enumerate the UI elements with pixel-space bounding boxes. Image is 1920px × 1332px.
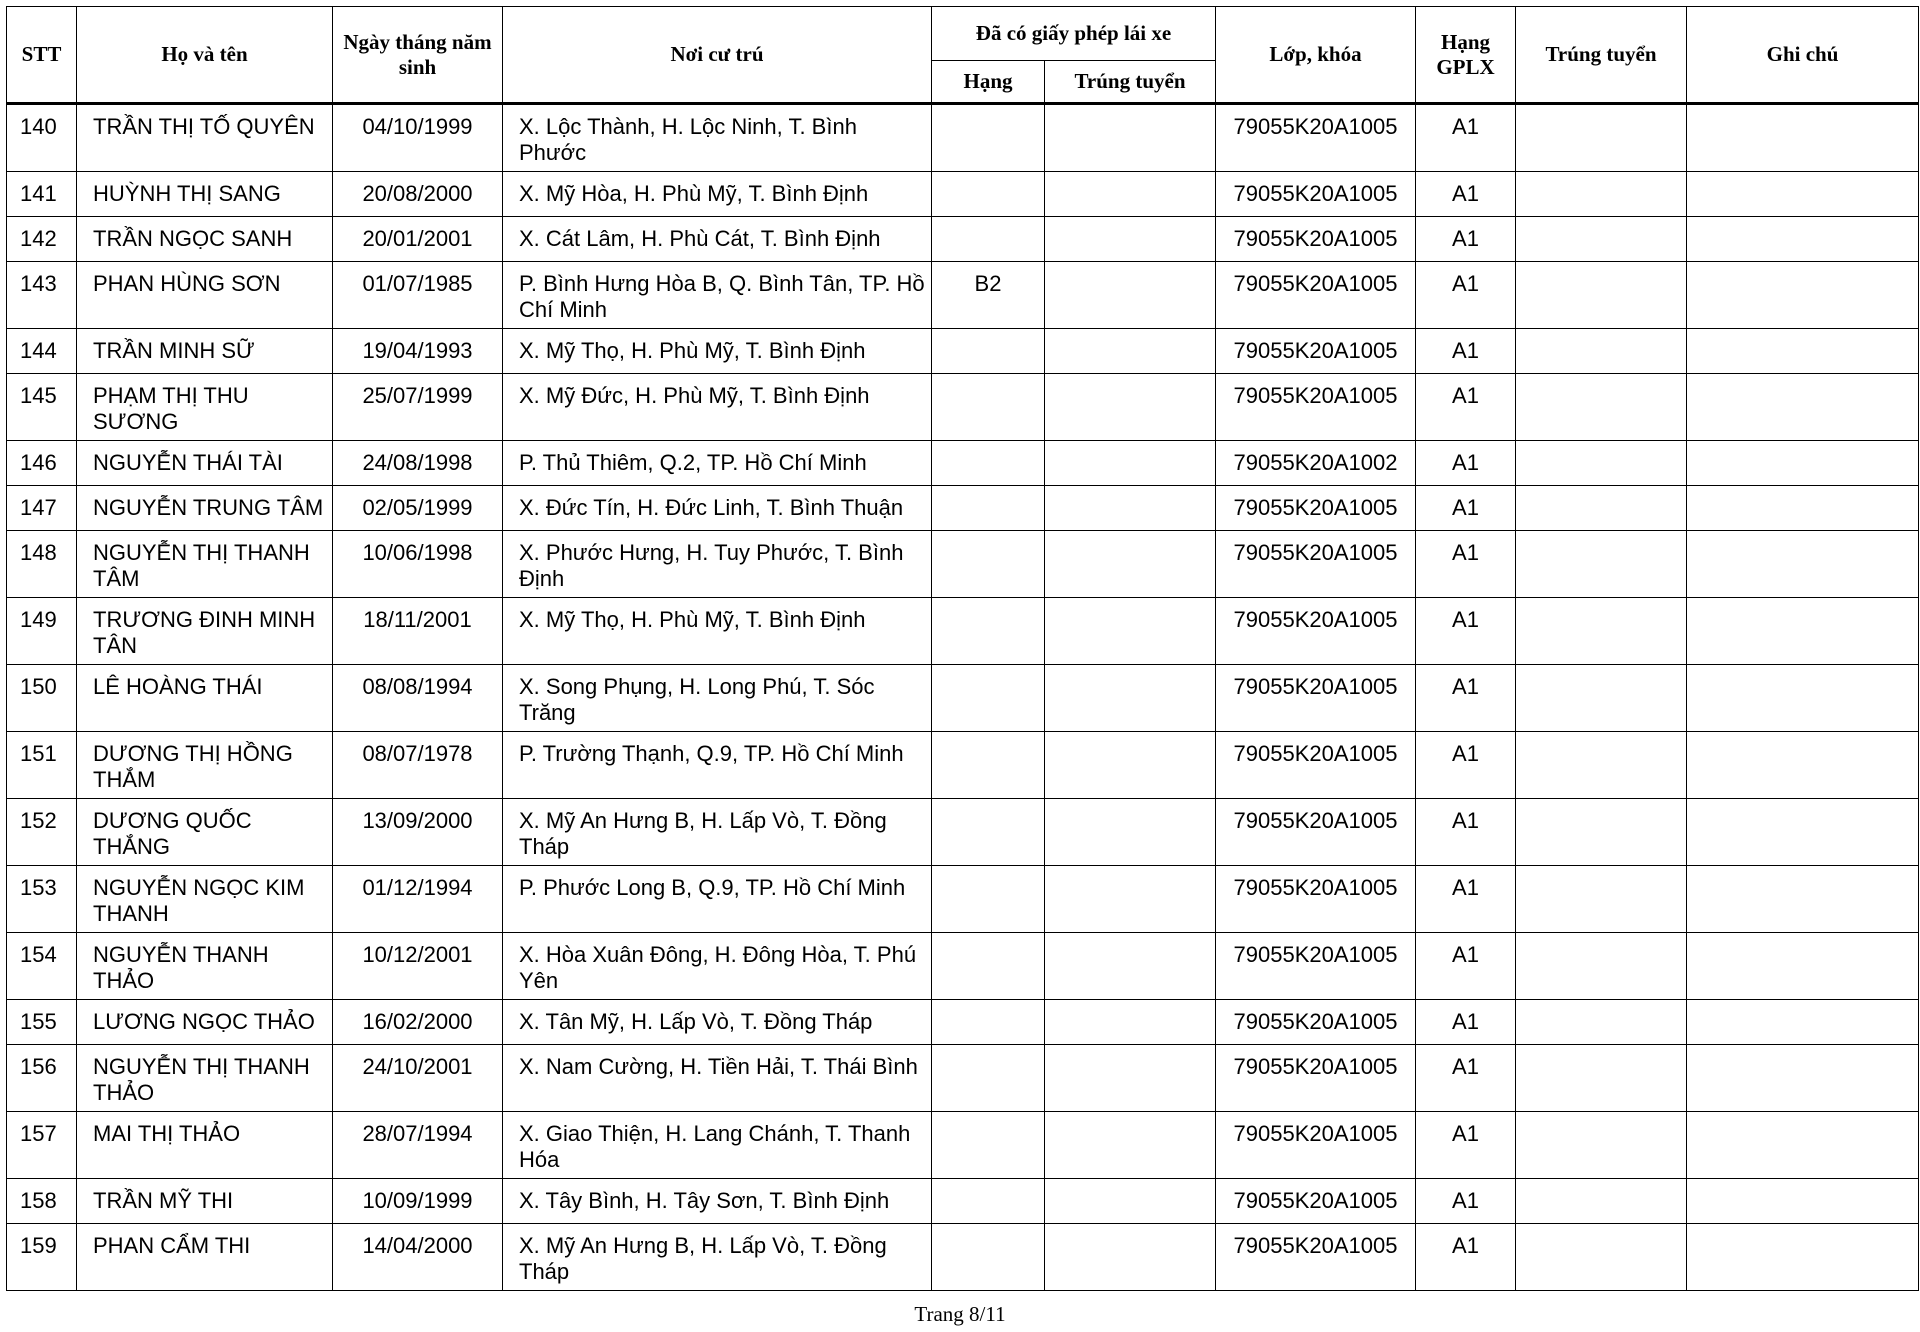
cell-name: DƯƠNG THỊ HỒNG THẮM	[77, 732, 333, 799]
header-license-group: Đã có giấy phép lái xe	[932, 7, 1216, 61]
cell-dob: 04/10/1999	[333, 104, 503, 172]
cell-gplx-class: A1	[1416, 732, 1516, 799]
cell-class-course: 79055K20A1005	[1216, 531, 1416, 598]
cell-license-passed	[1045, 172, 1216, 217]
cell-address: X. Tây Bình, H. Tây Sơn, T. Bình Định	[503, 1179, 932, 1224]
table-row	[7, 217, 1919, 262]
cell-gplx-class: A1	[1416, 486, 1516, 531]
cell-dob: 13/09/2000	[333, 799, 503, 866]
cell-class-course: 79055K20A1005	[1216, 104, 1416, 172]
cell-dob: 16/02/2000	[333, 1000, 503, 1045]
cell-license-class	[932, 172, 1045, 217]
cell-dob: 01/12/1994	[333, 866, 503, 933]
cell-stt: 157	[7, 1112, 77, 1179]
cell-passed	[1516, 329, 1687, 374]
cell-notes	[1687, 531, 1919, 598]
header-address: Nơi cư trú	[503, 7, 932, 104]
cell-license-class	[932, 933, 1045, 1000]
cell-passed	[1516, 486, 1687, 531]
cell-passed	[1516, 866, 1687, 933]
cell-dob: 10/09/1999	[333, 1179, 503, 1224]
cell-notes	[1687, 933, 1919, 1000]
cell-dob: 28/07/1994	[333, 1112, 503, 1179]
header-gplx-class: Hạng GPLX	[1416, 7, 1516, 104]
cell-stt: 153	[7, 866, 77, 933]
cell-license-passed	[1045, 262, 1216, 329]
cell-passed	[1516, 598, 1687, 665]
cell-license-passed	[1045, 933, 1216, 1000]
header-notes: Ghi chú	[1687, 7, 1919, 104]
header-name: Họ và tên	[77, 7, 333, 104]
cell-class-course: 79055K20A1005	[1216, 933, 1416, 1000]
cell-address: P. Thủ Thiêm, Q.2, TP. Hồ Chí Minh	[503, 441, 932, 486]
cell-dob: 10/06/1998	[333, 531, 503, 598]
cell-gplx-class: A1	[1416, 374, 1516, 441]
cell-gplx-class: A1	[1416, 329, 1516, 374]
cell-license-class	[932, 1000, 1045, 1045]
cell-address: P. Trường Thạnh, Q.9, TP. Hồ Chí Minh	[503, 732, 932, 799]
cell-name: NGUYỄN TRUNG TÂM	[77, 486, 333, 531]
cell-address: X. Mỹ Thọ, H. Phù Mỹ, T. Bình Định	[503, 329, 932, 374]
cell-license-passed	[1045, 866, 1216, 933]
cell-passed	[1516, 933, 1687, 1000]
cell-name: TRẦN THỊ TỐ QUYÊN	[77, 104, 333, 172]
cell-class-course: 79055K20A1005	[1216, 217, 1416, 262]
table-row	[7, 104, 1919, 172]
cell-license-class	[932, 1112, 1045, 1179]
cell-stt: 146	[7, 441, 77, 486]
cell-license-class	[932, 1224, 1045, 1291]
cell-passed	[1516, 1000, 1687, 1045]
cell-address: X. Nam Cường, H. Tiền Hải, T. Thái Bình	[503, 1045, 932, 1112]
header-class-course: Lớp, khóa	[1216, 7, 1416, 104]
cell-gplx-class: A1	[1416, 866, 1516, 933]
cell-notes	[1687, 665, 1919, 732]
cell-stt: 152	[7, 799, 77, 866]
cell-passed	[1516, 1112, 1687, 1179]
cell-passed	[1516, 374, 1687, 441]
cell-dob: 08/07/1978	[333, 732, 503, 799]
cell-address: X. Mỹ An Hưng B, H. Lấp Vò, T. Đồng Tháp	[503, 1224, 932, 1291]
table-row	[7, 1045, 1919, 1112]
table-row	[7, 665, 1919, 732]
cell-dob: 14/04/2000	[333, 1224, 503, 1291]
cell-stt: 150	[7, 665, 77, 732]
cell-stt: 142	[7, 217, 77, 262]
cell-license-class	[932, 329, 1045, 374]
cell-license-class	[932, 104, 1045, 172]
cell-passed	[1516, 1045, 1687, 1112]
cell-gplx-class: A1	[1416, 172, 1516, 217]
cell-name: TRẦN MINH SỮ	[77, 329, 333, 374]
table-row	[7, 598, 1919, 665]
cell-address: X. Giao Thiện, H. Lang Chánh, T. Thanh Hóa	[503, 1112, 932, 1179]
cell-stt: 155	[7, 1000, 77, 1045]
cell-license-passed	[1045, 104, 1216, 172]
cell-name: NGUYỄN THỊ THANH TÂM	[77, 531, 333, 598]
header-license-passed: Trúng tuyển	[1045, 61, 1216, 104]
cell-address: X. Mỹ An Hưng B, H. Lấp Vò, T. Đồng Tháp	[503, 799, 932, 866]
cell-notes	[1687, 329, 1919, 374]
cell-class-course: 79055K20A1005	[1216, 799, 1416, 866]
cell-license-class	[932, 531, 1045, 598]
table-row	[7, 531, 1919, 598]
cell-notes	[1687, 217, 1919, 262]
cell-name: TRẦN NGỌC SANH	[77, 217, 333, 262]
cell-license-passed	[1045, 598, 1216, 665]
cell-name: TRƯƠNG ĐINH MINH TÂN	[77, 598, 333, 665]
cell-address: X. Hòa Xuân Đông, H. Đông Hòa, T. Phú Yên	[503, 933, 932, 1000]
cell-name: TRẦN MỸ THI	[77, 1179, 333, 1224]
cell-stt: 151	[7, 732, 77, 799]
cell-license-class	[932, 732, 1045, 799]
cell-license-class	[932, 665, 1045, 732]
table-header	[7, 7, 1919, 104]
cell-name: PHẠM THỊ THU SƯƠNG	[77, 374, 333, 441]
cell-name: MAI THỊ THẢO	[77, 1112, 333, 1179]
header-dob: Ngày tháng năm sinh	[333, 7, 503, 104]
table-row	[7, 799, 1919, 866]
cell-notes	[1687, 598, 1919, 665]
cell-license-passed	[1045, 374, 1216, 441]
cell-gplx-class: A1	[1416, 262, 1516, 329]
cell-stt: 147	[7, 486, 77, 531]
cell-stt: 143	[7, 262, 77, 329]
cell-dob: 24/08/1998	[333, 441, 503, 486]
cell-license-passed	[1045, 441, 1216, 486]
cell-address: X. Cát Lâm, H. Phù Cát, T. Bình Định	[503, 217, 932, 262]
table-row	[7, 732, 1919, 799]
cell-class-course: 79055K20A1005	[1216, 172, 1416, 217]
cell-license-class	[932, 598, 1045, 665]
cell-license-passed	[1045, 665, 1216, 732]
cell-passed	[1516, 104, 1687, 172]
cell-license-class	[932, 217, 1045, 262]
table-row	[7, 441, 1919, 486]
table-row	[7, 1179, 1919, 1224]
applicant-table	[6, 6, 1919, 1291]
cell-passed	[1516, 531, 1687, 598]
cell-address: X. Mỹ Đức, H. Phù Mỹ, T. Bình Định	[503, 374, 932, 441]
cell-class-course: 79055K20A1005	[1216, 598, 1416, 665]
cell-license-class	[932, 441, 1045, 486]
table-row	[7, 329, 1919, 374]
cell-license-class	[932, 1179, 1045, 1224]
cell-class-course: 79055K20A1002	[1216, 441, 1416, 486]
table-row	[7, 262, 1919, 329]
cell-gplx-class: A1	[1416, 933, 1516, 1000]
cell-stt: 158	[7, 1179, 77, 1224]
table-row	[7, 866, 1919, 933]
cell-address: X. Mỹ Hòa, H. Phù Mỹ, T. Bình Định	[503, 172, 932, 217]
table-row	[7, 486, 1919, 531]
cell-address: X. Phước Hưng, H. Tuy Phước, T. Bình Định	[503, 531, 932, 598]
cell-license-class	[932, 1045, 1045, 1112]
page-number: Trang 8/11	[914, 1302, 1006, 1326]
cell-license-class: B2	[932, 262, 1045, 329]
cell-name: DƯƠNG QUỐC THẮNG	[77, 799, 333, 866]
cell-license-passed	[1045, 217, 1216, 262]
cell-dob: 20/08/2000	[333, 172, 503, 217]
cell-notes	[1687, 374, 1919, 441]
cell-notes	[1687, 1112, 1919, 1179]
cell-gplx-class: A1	[1416, 217, 1516, 262]
table-body	[7, 104, 1919, 1291]
cell-license-passed	[1045, 1224, 1216, 1291]
cell-name: NGUYỄN THÁI TÀI	[77, 441, 333, 486]
cell-stt: 149	[7, 598, 77, 665]
cell-gplx-class: A1	[1416, 441, 1516, 486]
cell-passed	[1516, 1224, 1687, 1291]
cell-passed	[1516, 441, 1687, 486]
table-row	[7, 1224, 1919, 1291]
cell-passed	[1516, 799, 1687, 866]
header-stt: STT	[7, 7, 77, 104]
cell-notes	[1687, 172, 1919, 217]
cell-dob: 24/10/2001	[333, 1045, 503, 1112]
cell-dob: 19/04/1993	[333, 329, 503, 374]
cell-class-course: 79055K20A1005	[1216, 262, 1416, 329]
cell-class-course: 79055K20A1005	[1216, 1000, 1416, 1045]
cell-dob: 18/11/2001	[333, 598, 503, 665]
cell-class-course: 79055K20A1005	[1216, 374, 1416, 441]
cell-passed	[1516, 217, 1687, 262]
cell-stt: 144	[7, 329, 77, 374]
cell-license-class	[932, 486, 1045, 531]
cell-notes	[1687, 104, 1919, 172]
cell-license-passed	[1045, 1000, 1216, 1045]
cell-gplx-class: A1	[1416, 531, 1516, 598]
cell-notes	[1687, 486, 1919, 531]
table-row	[7, 933, 1919, 1000]
cell-class-course: 79055K20A1005	[1216, 732, 1416, 799]
cell-notes	[1687, 732, 1919, 799]
cell-notes	[1687, 1045, 1919, 1112]
cell-license-passed	[1045, 799, 1216, 866]
table-row	[7, 374, 1919, 441]
cell-license-class	[932, 866, 1045, 933]
cell-class-course: 79055K20A1005	[1216, 665, 1416, 732]
cell-address: X. Tân Mỹ, H. Lấp Vò, T. Đồng Tháp	[503, 1000, 932, 1045]
cell-gplx-class: A1	[1416, 1000, 1516, 1045]
cell-notes	[1687, 441, 1919, 486]
table-row	[7, 1000, 1919, 1045]
header-license-class: Hạng	[932, 61, 1045, 104]
cell-license-passed	[1045, 329, 1216, 374]
cell-address: X. Mỹ Thọ, H. Phù Mỹ, T. Bình Định	[503, 598, 932, 665]
cell-gplx-class: A1	[1416, 1045, 1516, 1112]
cell-notes	[1687, 866, 1919, 933]
cell-name: LÊ HOÀNG THÁI	[77, 665, 333, 732]
cell-dob: 01/07/1985	[333, 262, 503, 329]
cell-passed	[1516, 262, 1687, 329]
cell-stt: 145	[7, 374, 77, 441]
header-passed: Trúng tuyển	[1516, 7, 1687, 104]
cell-address: P. Bình Hưng Hòa B, Q. Bình Tân, TP. Hồ Chí Minh	[503, 262, 932, 329]
cell-address: X. Song Phụng, H. Long Phú, T. Sóc Trăng	[503, 665, 932, 732]
cell-class-course: 79055K20A1005	[1216, 866, 1416, 933]
cell-class-course: 79055K20A1005	[1216, 1179, 1416, 1224]
cell-name: NGUYỄN THỊ THANH THẢO	[77, 1045, 333, 1112]
cell-name: LƯƠNG NGỌC THẢO	[77, 1000, 333, 1045]
cell-dob: 25/07/1999	[333, 374, 503, 441]
cell-gplx-class: A1	[1416, 665, 1516, 732]
cell-dob: 02/05/1999	[333, 486, 503, 531]
cell-dob: 08/08/1994	[333, 665, 503, 732]
cell-license-passed	[1045, 1179, 1216, 1224]
cell-gplx-class: A1	[1416, 799, 1516, 866]
table-row	[7, 172, 1919, 217]
cell-passed	[1516, 732, 1687, 799]
cell-class-course: 79055K20A1005	[1216, 1112, 1416, 1179]
cell-class-course: 79055K20A1005	[1216, 1224, 1416, 1291]
cell-stt: 148	[7, 531, 77, 598]
cell-notes	[1687, 1179, 1919, 1224]
cell-address: X. Đức Tín, H. Đức Linh, T. Bình Thuận	[503, 486, 932, 531]
cell-name: PHAN HÙNG SƠN	[77, 262, 333, 329]
cell-license-passed	[1045, 531, 1216, 598]
cell-stt: 140	[7, 104, 77, 172]
cell-gplx-class: A1	[1416, 598, 1516, 665]
cell-license-passed	[1045, 1045, 1216, 1112]
cell-notes	[1687, 1224, 1919, 1291]
cell-license-passed	[1045, 486, 1216, 531]
cell-gplx-class: A1	[1416, 1112, 1516, 1179]
cell-stt: 156	[7, 1045, 77, 1112]
cell-class-course: 79055K20A1005	[1216, 1045, 1416, 1112]
cell-class-course: 79055K20A1005	[1216, 486, 1416, 531]
cell-name: NGUYỄN NGỌC KIM THANH	[77, 866, 333, 933]
cell-stt: 159	[7, 1224, 77, 1291]
cell-stt: 154	[7, 933, 77, 1000]
cell-address: P. Phước Long B, Q.9, TP. Hồ Chí Minh	[503, 866, 932, 933]
table-row	[7, 1112, 1919, 1179]
cell-gplx-class: A1	[1416, 104, 1516, 172]
cell-passed	[1516, 172, 1687, 217]
cell-name: NGUYỄN THANH THẢO	[77, 933, 333, 1000]
cell-dob: 20/01/2001	[333, 217, 503, 262]
cell-license-passed	[1045, 732, 1216, 799]
cell-name: HUỲNH THỊ SANG	[77, 172, 333, 217]
cell-notes	[1687, 799, 1919, 866]
cell-license-class	[932, 799, 1045, 866]
cell-address: X. Lộc Thành, H. Lộc Ninh, T. Bình Phước	[503, 104, 932, 172]
cell-gplx-class: A1	[1416, 1224, 1516, 1291]
cell-class-course: 79055K20A1005	[1216, 329, 1416, 374]
cell-notes	[1687, 262, 1919, 329]
cell-gplx-class: A1	[1416, 1179, 1516, 1224]
cell-stt: 141	[7, 172, 77, 217]
cell-license-class	[932, 374, 1045, 441]
cell-notes	[1687, 1000, 1919, 1045]
cell-license-passed	[1045, 1112, 1216, 1179]
cell-name: PHAN CẨM THI	[77, 1224, 333, 1291]
cell-passed	[1516, 665, 1687, 732]
cell-passed	[1516, 1179, 1687, 1224]
cell-dob: 10/12/2001	[333, 933, 503, 1000]
